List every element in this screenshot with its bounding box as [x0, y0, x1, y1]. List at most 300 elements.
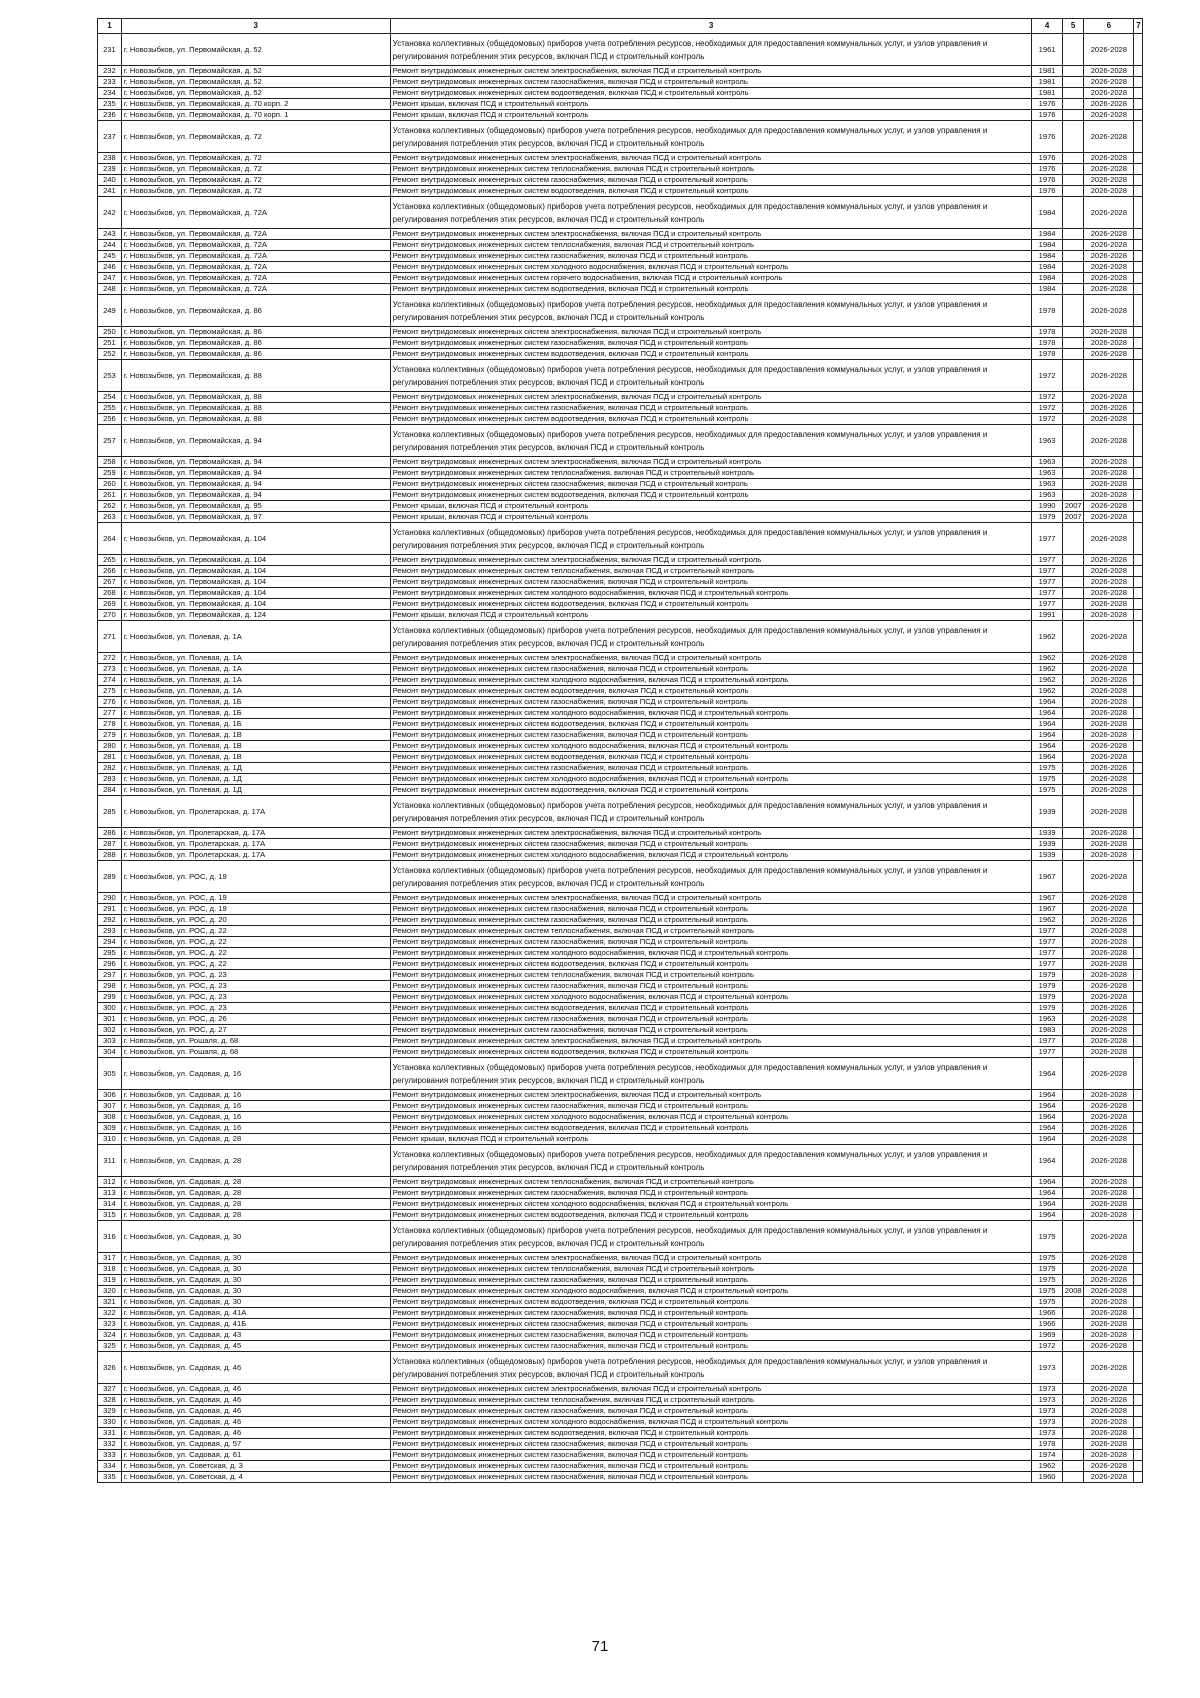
work-type-cell: Ремонт внутридомовых инженерных систем теплоснабжения, включая ПСД и строительный контроль [390, 468, 1032, 479]
last-repair-year-cell [1062, 1025, 1084, 1036]
planned-period-cell: 2026-2028 [1084, 349, 1134, 360]
year-cell: 1984 [1032, 197, 1062, 229]
empty-cell [1134, 828, 1143, 839]
year-cell: 1964 [1032, 708, 1062, 719]
planned-period-cell: 2026-2028 [1084, 1123, 1134, 1134]
last-repair-year-cell [1062, 1253, 1084, 1264]
address-cell: г. Новозыбков, ул. РОС, д. 19 [121, 861, 390, 893]
empty-cell [1134, 937, 1143, 948]
work-type-cell: Ремонт внутридомовых инженерных систем холодного водоснабжения, включая ПСД и строительный контроль [390, 948, 1032, 959]
year-cell: 1976 [1032, 110, 1062, 121]
planned-period-cell: 2026-2028 [1084, 175, 1134, 186]
planned-period-cell: 2026-2028 [1084, 295, 1134, 327]
row-number: 310 [98, 1134, 122, 1145]
table-row [98, 1003, 1143, 1014]
address-cell: г. Новозыбков, ул. Садовая, д. 28 [121, 1188, 390, 1199]
last-repair-year-cell [1062, 752, 1084, 763]
empty-cell [1134, 904, 1143, 915]
address-cell: г. Новозыбков, ул. Первомайская, д. 88 [121, 414, 390, 425]
table-row [98, 1210, 1143, 1221]
row-number: 295 [98, 948, 122, 959]
work-type-cell: Установка коллективных (общедомовых) приборов учета потребления ресурсов, необходимых для предоставления коммунальных услуг, и узлов управления и регулирования потребления этих ресурсов, включая ПСД и строительный контроль [390, 1221, 1032, 1253]
last-repair-year-cell [1062, 697, 1084, 708]
table-row [98, 588, 1143, 599]
last-repair-year-cell: 2008 [1062, 1286, 1084, 1297]
year-cell: 1977 [1032, 599, 1062, 610]
year-cell: 1977 [1032, 566, 1062, 577]
address-cell: г. Новозыбков, ул. Первомайская, д. 104 [121, 523, 390, 555]
last-repair-year-cell [1062, 675, 1084, 686]
planned-period-cell: 2026-2028 [1084, 414, 1134, 425]
row-number: 280 [98, 741, 122, 752]
address-cell: г. Новозыбков, ул. Садовая, д. 30 [121, 1264, 390, 1275]
empty-cell [1134, 1090, 1143, 1101]
address-cell: г. Новозыбков, ул. Первомайская, д. 52 [121, 77, 390, 88]
work-type-cell: Ремонт внутридомовых инженерных систем газоснабжения, включая ПСД и строительный контроль [390, 77, 1032, 88]
planned-period-cell: 2026-2028 [1084, 1319, 1134, 1330]
work-type-cell: Ремонт внутридомовых инженерных систем газоснабжения, включая ПСД и строительный контроль [390, 981, 1032, 992]
empty-cell [1134, 1275, 1143, 1286]
empty-cell [1134, 1199, 1143, 1210]
year-cell: 1967 [1032, 904, 1062, 915]
year-cell: 1939 [1032, 850, 1062, 861]
work-type-cell: Ремонт внутридомовых инженерных систем холодного водоснабжения, включая ПСД и строительный контроль [390, 741, 1032, 752]
year-cell: 1973 [1032, 1417, 1062, 1428]
work-type-cell: Ремонт внутридомовых инженерных систем электроснабжения, включая ПСД и строительный контроль [390, 1090, 1032, 1101]
table-row [98, 1101, 1143, 1112]
empty-cell [1134, 240, 1143, 251]
planned-period-cell: 2026-2028 [1084, 1395, 1134, 1406]
last-repair-year-cell [1062, 490, 1084, 501]
table-row [98, 752, 1143, 763]
address-cell: г. Новозыбков, ул. РОС, д. 20 [121, 915, 390, 926]
year-cell: 1964 [1032, 1134, 1062, 1145]
table-row [98, 850, 1143, 861]
empty-cell [1134, 785, 1143, 796]
table-row [98, 175, 1143, 186]
planned-period-cell: 2026-2028 [1084, 490, 1134, 501]
year-cell: 1964 [1032, 1112, 1062, 1123]
address-cell: г. Новозыбков, ул. Первомайская, д. 72 [121, 121, 390, 153]
planned-period-cell: 2026-2028 [1084, 555, 1134, 566]
row-number: 254 [98, 392, 122, 403]
empty-cell [1134, 610, 1143, 621]
row-number: 247 [98, 273, 122, 284]
last-repair-year-cell [1062, 295, 1084, 327]
address-cell: г. Новозыбков, ул. Первомайская, д. 104 [121, 566, 390, 577]
planned-period-cell: 2026-2028 [1084, 110, 1134, 121]
row-number: 284 [98, 785, 122, 796]
planned-period-cell: 2026-2028 [1084, 77, 1134, 88]
planned-period-cell: 2026-2028 [1084, 251, 1134, 262]
header-cell: 3 [390, 19, 1032, 34]
table-row [98, 110, 1143, 121]
year-cell: 1976 [1032, 153, 1062, 164]
empty-cell [1134, 501, 1143, 512]
table-row [98, 1090, 1143, 1101]
empty-cell [1134, 577, 1143, 588]
work-type-cell: Ремонт крыши, включая ПСД и строительный контроль [390, 512, 1032, 523]
planned-period-cell: 2026-2028 [1084, 1275, 1134, 1286]
planned-period-cell: 2026-2028 [1084, 730, 1134, 741]
work-type-cell: Ремонт внутридомовых инженерных систем электроснабжения, включая ПСД и строительный контроль [390, 828, 1032, 839]
address-cell: г. Новозыбков, ул. Первомайская, д. 72 [121, 186, 390, 197]
work-type-cell: Ремонт внутридомовых инженерных систем газоснабжения, включая ПСД и строительный контроль [390, 1472, 1032, 1483]
row-number: 267 [98, 577, 122, 588]
table-row [98, 893, 1143, 904]
address-cell: г. Новозыбков, ул. Первомайская, д. 94 [121, 468, 390, 479]
table-row [98, 153, 1143, 164]
row-number: 314 [98, 1199, 122, 1210]
table-row [98, 741, 1143, 752]
year-cell: 1978 [1032, 295, 1062, 327]
address-cell: г. Новозыбков, ул. Садовая, д. 30 [121, 1286, 390, 1297]
planned-period-cell: 2026-2028 [1084, 1330, 1134, 1341]
row-number: 289 [98, 861, 122, 893]
planned-period-cell: 2026-2028 [1084, 1210, 1134, 1221]
empty-cell [1134, 1188, 1143, 1199]
year-cell: 1984 [1032, 229, 1062, 240]
row-number: 242 [98, 197, 122, 229]
address-cell: г. Новозыбков, ул. Первомайская, д. 97 [121, 512, 390, 523]
table-row [98, 273, 1143, 284]
row-number: 268 [98, 588, 122, 599]
year-cell: 1975 [1032, 1221, 1062, 1253]
row-number: 244 [98, 240, 122, 251]
empty-cell [1134, 686, 1143, 697]
address-cell: г. Новозыбков, ул. Полевая, д. 1А [121, 675, 390, 686]
empty-cell [1134, 523, 1143, 555]
planned-period-cell: 2026-2028 [1084, 610, 1134, 621]
last-repair-year-cell [1062, 251, 1084, 262]
planned-period-cell: 2026-2028 [1084, 915, 1134, 926]
planned-period-cell: 2026-2028 [1084, 1384, 1134, 1395]
planned-period-cell: 2026-2028 [1084, 1406, 1134, 1417]
year-cell: 1972 [1032, 403, 1062, 414]
last-repair-year-cell [1062, 153, 1084, 164]
work-type-cell: Установка коллективных (общедомовых) приборов учета потребления ресурсов, необходимых для предоставления коммунальных услуг, и узлов управления и регулирования потребления этих ресурсов, включая ПСД и строительный контроль [390, 295, 1032, 327]
last-repair-year-cell [1062, 1472, 1084, 1483]
work-type-cell: Ремонт внутридомовых инженерных систем водоотведения, включая ПСД и строительный контроль [390, 1003, 1032, 1014]
last-repair-year-cell [1062, 284, 1084, 295]
row-number: 239 [98, 164, 122, 175]
table-row [98, 599, 1143, 610]
planned-period-cell: 2026-2028 [1084, 1003, 1134, 1014]
planned-period-cell: 2026-2028 [1084, 1188, 1134, 1199]
table-row [98, 828, 1143, 839]
table-row [98, 621, 1143, 653]
row-number: 251 [98, 338, 122, 349]
empty-cell [1134, 229, 1143, 240]
table-row [98, 197, 1143, 229]
table-row [98, 1025, 1143, 1036]
work-type-cell: Ремонт внутридомовых инженерных систем электроснабжения, включая ПСД и строительный контроль [390, 327, 1032, 338]
empty-cell [1134, 719, 1143, 730]
table-row [98, 284, 1143, 295]
table-row [98, 403, 1143, 414]
address-cell: г. Новозыбков, ул. Полевая, д. 1Д [121, 785, 390, 796]
table-row [98, 457, 1143, 468]
work-type-cell: Ремонт внутридомовых инженерных систем водоотведения, включая ПСД и строительный контроль [390, 1047, 1032, 1058]
row-number: 288 [98, 850, 122, 861]
work-type-cell: Ремонт внутридомовых инженерных систем газоснабжения, включая ПСД и строительный контроль [390, 1025, 1032, 1036]
planned-period-cell: 2026-2028 [1084, 1450, 1134, 1461]
row-number: 243 [98, 229, 122, 240]
table-row [98, 959, 1143, 970]
row-number: 287 [98, 839, 122, 850]
empty-cell [1134, 295, 1143, 327]
table-row [98, 839, 1143, 850]
planned-period-cell: 2026-2028 [1084, 1221, 1134, 1253]
row-number: 264 [98, 523, 122, 555]
table-row [98, 555, 1143, 566]
table-row [98, 1472, 1143, 1483]
year-cell: 1990 [1032, 501, 1062, 512]
planned-period-cell: 2026-2028 [1084, 926, 1134, 937]
address-cell: г. Новозыбков, ул. Садовая, д. 57 [121, 1439, 390, 1450]
table-row [98, 686, 1143, 697]
address-cell: г. Новозыбков, ул. Первомайская, д. 72А [121, 229, 390, 240]
empty-cell [1134, 1003, 1143, 1014]
planned-period-cell: 2026-2028 [1084, 1352, 1134, 1384]
year-cell: 1976 [1032, 99, 1062, 110]
work-type-cell: Установка коллективных (общедомовых) приборов учета потребления ресурсов, необходимых для предоставления коммунальных услуг, и узлов управления и регулирования потребления этих ресурсов, включая ПСД и строительный контроль [390, 523, 1032, 555]
last-repair-year-cell [1062, 1297, 1084, 1308]
last-repair-year-cell [1062, 926, 1084, 937]
year-cell: 1975 [1032, 785, 1062, 796]
last-repair-year-cell [1062, 186, 1084, 197]
last-repair-year-cell [1062, 686, 1084, 697]
address-cell: г. Новозыбков, ул. Садовая, д. 28 [121, 1199, 390, 1210]
empty-cell [1134, 1297, 1143, 1308]
empty-cell [1134, 861, 1143, 893]
work-type-cell: Ремонт внутридомовых инженерных систем холодного водоснабжения, включая ПСД и строительный контроль [390, 1112, 1032, 1123]
planned-period-cell: 2026-2028 [1084, 1264, 1134, 1275]
row-number: 324 [98, 1330, 122, 1341]
row-number: 306 [98, 1090, 122, 1101]
year-cell: 1964 [1032, 1145, 1062, 1177]
empty-cell [1134, 1341, 1143, 1352]
year-cell: 1962 [1032, 1461, 1062, 1472]
last-repair-year-cell [1062, 850, 1084, 861]
work-register-table [97, 18, 1143, 1483]
table-row [98, 512, 1143, 523]
row-number: 276 [98, 697, 122, 708]
address-cell: г. Новозыбков, ул. Первомайская, д. 124 [121, 610, 390, 621]
table-row [98, 1145, 1143, 1177]
row-number: 303 [98, 1036, 122, 1047]
address-cell: г. Новозыбков, ул. РОС, д. 23 [121, 1003, 390, 1014]
planned-period-cell: 2026-2028 [1084, 1047, 1134, 1058]
year-cell: 1975 [1032, 1275, 1062, 1286]
table-row [98, 501, 1143, 512]
table-row [98, 1450, 1143, 1461]
table-row [98, 295, 1143, 327]
table-row [98, 861, 1143, 893]
row-number: 256 [98, 414, 122, 425]
empty-cell [1134, 1014, 1143, 1025]
last-repair-year-cell: 2007 [1062, 501, 1084, 512]
planned-period-cell: 2026-2028 [1084, 523, 1134, 555]
row-number: 299 [98, 992, 122, 1003]
row-number: 300 [98, 1003, 122, 1014]
planned-period-cell: 2026-2028 [1084, 1308, 1134, 1319]
header-cell: 7 [1134, 19, 1143, 34]
address-cell: г. Новозыбков, ул. Пролетарская, д. 17А [121, 828, 390, 839]
row-number: 316 [98, 1221, 122, 1253]
year-cell: 1972 [1032, 414, 1062, 425]
empty-cell [1134, 1461, 1143, 1472]
empty-cell [1134, 88, 1143, 99]
row-number: 307 [98, 1101, 122, 1112]
row-number: 261 [98, 490, 122, 501]
year-cell: 1962 [1032, 686, 1062, 697]
table-row [98, 1188, 1143, 1199]
work-type-cell: Ремонт внутридомовых инженерных систем электроснабжения, включая ПСД и строительный контроль [390, 457, 1032, 468]
table-row [98, 88, 1143, 99]
year-cell: 1983 [1032, 1025, 1062, 1036]
work-type-cell: Ремонт внутридомовых инженерных систем газоснабжения, включая ПСД и строительный контроль [390, 1439, 1032, 1450]
address-cell: г. Новозыбков, ул. Первомайская, д. 94 [121, 425, 390, 457]
year-cell: 1964 [1032, 1058, 1062, 1090]
year-cell: 1984 [1032, 273, 1062, 284]
row-number: 234 [98, 88, 122, 99]
year-cell: 1984 [1032, 262, 1062, 273]
row-number: 308 [98, 1112, 122, 1123]
row-number: 275 [98, 686, 122, 697]
last-repair-year-cell [1062, 1036, 1084, 1047]
row-number: 255 [98, 403, 122, 414]
last-repair-year-cell [1062, 959, 1084, 970]
planned-period-cell: 2026-2028 [1084, 566, 1134, 577]
empty-cell [1134, 490, 1143, 501]
address-cell: г. Новозыбков, ул. Садовая, д. 16 [121, 1058, 390, 1090]
table-row [98, 1395, 1143, 1406]
last-repair-year-cell [1062, 1319, 1084, 1330]
last-repair-year-cell [1062, 1047, 1084, 1058]
work-type-cell: Ремонт внутридомовых инженерных систем электроснабжения, включая ПСД и строительный контроль [390, 1384, 1032, 1395]
row-number: 270 [98, 610, 122, 621]
row-number: 330 [98, 1417, 122, 1428]
work-type-cell: Ремонт внутридомовых инженерных систем водоотведения, включая ПСД и строительный контроль [390, 785, 1032, 796]
last-repair-year-cell [1062, 588, 1084, 599]
address-cell: г. Новозыбков, ул. Полевая, д. 1Б [121, 697, 390, 708]
address-cell: г. Новозыбков, ул. Первомайская, д. 52 [121, 88, 390, 99]
row-number: 317 [98, 1253, 122, 1264]
row-number: 332 [98, 1439, 122, 1450]
last-repair-year-cell [1062, 610, 1084, 621]
last-repair-year-cell [1062, 785, 1084, 796]
planned-period-cell: 2026-2028 [1084, 719, 1134, 730]
year-cell: 1977 [1032, 948, 1062, 959]
last-repair-year-cell [1062, 77, 1084, 88]
empty-cell [1134, 741, 1143, 752]
year-cell: 1967 [1032, 861, 1062, 893]
last-repair-year-cell [1062, 1352, 1084, 1384]
row-number: 281 [98, 752, 122, 763]
row-number: 319 [98, 1275, 122, 1286]
last-repair-year-cell [1062, 1406, 1084, 1417]
table-row [98, 1297, 1143, 1308]
planned-period-cell: 2026-2028 [1084, 904, 1134, 915]
last-repair-year-cell [1062, 66, 1084, 77]
row-number: 294 [98, 937, 122, 948]
empty-cell [1134, 392, 1143, 403]
last-repair-year-cell [1062, 425, 1084, 457]
work-type-cell: Ремонт внутридомовых инженерных систем газоснабжения, включая ПСД и строительный контроль [390, 904, 1032, 915]
last-repair-year-cell [1062, 1450, 1084, 1461]
address-cell: г. Новозыбков, ул. Первомайская, д. 104 [121, 555, 390, 566]
last-repair-year-cell [1062, 479, 1084, 490]
planned-period-cell: 2026-2028 [1084, 1101, 1134, 1112]
planned-period-cell: 2026-2028 [1084, 686, 1134, 697]
planned-period-cell: 2026-2028 [1084, 240, 1134, 251]
work-type-cell: Ремонт внутридомовых инженерных систем теплоснабжения, включая ПСД и строительный контроль [390, 970, 1032, 981]
planned-period-cell: 2026-2028 [1084, 338, 1134, 349]
row-number: 248 [98, 284, 122, 295]
empty-cell [1134, 915, 1143, 926]
empty-cell [1134, 99, 1143, 110]
planned-period-cell: 2026-2028 [1084, 774, 1134, 785]
header-cell: 6 [1084, 19, 1134, 34]
work-type-cell: Ремонт внутридомовых инженерных систем холодного водоснабжения, включая ПСД и строительный контроль [390, 774, 1032, 785]
table-row [98, 1253, 1143, 1264]
table-row [98, 1384, 1143, 1395]
last-repair-year-cell [1062, 664, 1084, 675]
empty-cell [1134, 1058, 1143, 1090]
last-repair-year-cell [1062, 468, 1084, 479]
planned-period-cell: 2026-2028 [1084, 839, 1134, 850]
work-type-cell: Ремонт внутридомовых инженерных систем газоснабжения, включая ПСД и строительный контроль [390, 1188, 1032, 1199]
address-cell: г. Новозыбков, ул. Садовая, д. 30 [121, 1253, 390, 1264]
empty-cell [1134, 1101, 1143, 1112]
table-row [98, 468, 1143, 479]
planned-period-cell: 2026-2028 [1084, 828, 1134, 839]
work-type-cell: Ремонт внутридомовых инженерных систем газоснабжения, включая ПСД и строительный контроль [390, 1450, 1032, 1461]
planned-period-cell: 2026-2028 [1084, 708, 1134, 719]
empty-cell [1134, 34, 1143, 66]
year-cell: 1964 [1032, 752, 1062, 763]
work-type-cell: Ремонт внутридомовых инженерных систем газоснабжения, включая ПСД и строительный контроль [390, 1275, 1032, 1286]
address-cell: г. Новозыбков, ул. Садовая, д. 16 [121, 1101, 390, 1112]
table-row [98, 1221, 1143, 1253]
address-cell: г. Новозыбков, ул. Полевая, д. 1А [121, 664, 390, 675]
planned-period-cell: 2026-2028 [1084, 1253, 1134, 1264]
empty-cell [1134, 948, 1143, 959]
year-cell: 1964 [1032, 719, 1062, 730]
last-repair-year-cell [1062, 1145, 1084, 1177]
empty-cell [1134, 1253, 1143, 1264]
address-cell: г. Новозыбков, ул. Полевая, д. 1В [121, 741, 390, 752]
table-row [98, 1275, 1143, 1286]
empty-cell [1134, 197, 1143, 229]
last-repair-year-cell [1062, 1330, 1084, 1341]
year-cell: 1978 [1032, 1439, 1062, 1450]
last-repair-year-cell [1062, 1341, 1084, 1352]
planned-period-cell: 2026-2028 [1084, 1177, 1134, 1188]
year-cell: 1973 [1032, 1428, 1062, 1439]
last-repair-year-cell [1062, 1199, 1084, 1210]
work-type-cell: Ремонт внутридомовых инженерных систем теплоснабжения, включая ПСД и строительный контроль [390, 164, 1032, 175]
empty-cell [1134, 1450, 1143, 1461]
work-type-cell: Ремонт внутридомовых инженерных систем газоснабжения, включая ПСД и строительный контроль [390, 1101, 1032, 1112]
address-cell: г. Новозыбков, ул. Первомайская, д. 88 [121, 360, 390, 392]
year-cell: 1975 [1032, 1297, 1062, 1308]
planned-period-cell: 2026-2028 [1084, 763, 1134, 774]
year-cell: 1975 [1032, 763, 1062, 774]
work-type-cell: Ремонт внутридомовых инженерных систем газоснабжения, включая ПСД и строительный контроль [390, 937, 1032, 948]
row-number: 232 [98, 66, 122, 77]
